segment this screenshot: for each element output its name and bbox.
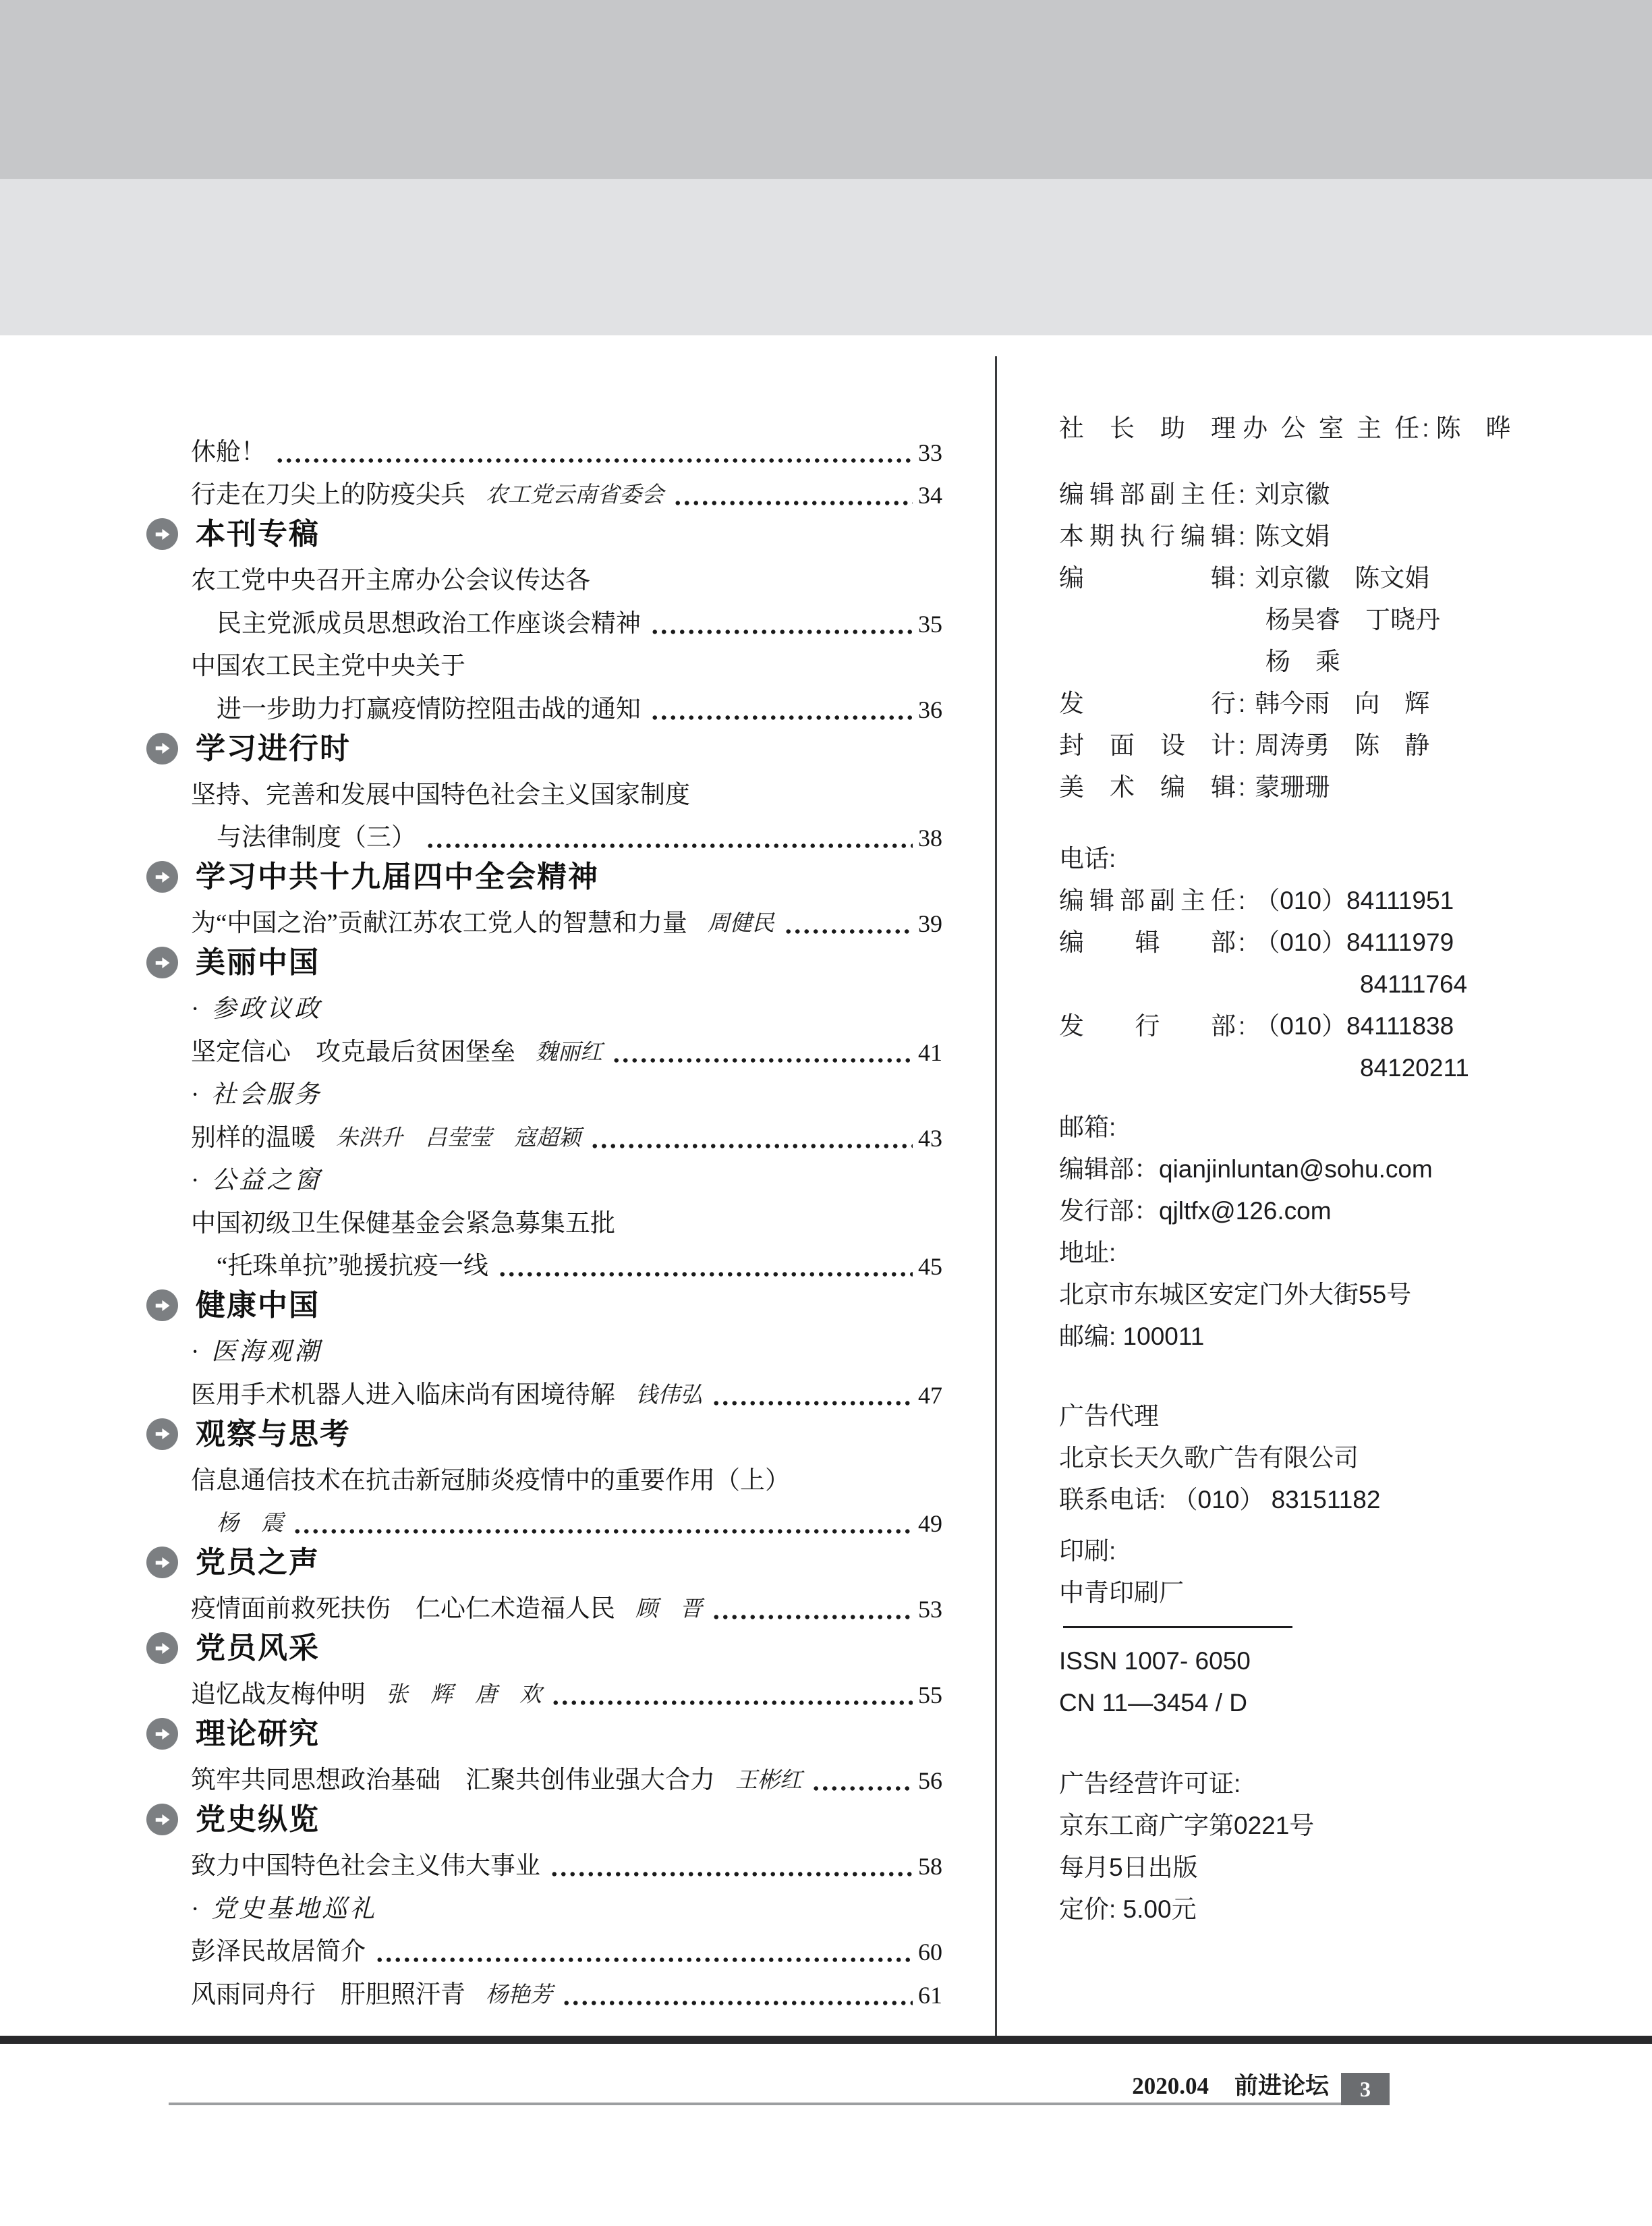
entry-title: 信息通信技术在抗击新冠肺炎疫情中的重要作用（上） [191, 1466, 790, 1495]
masthead-divider-line [1063, 1626, 1292, 1628]
masthead-block [1059, 838, 1582, 1089]
entry-title: 进一步助力打赢疫情防控阻击战的通知 [217, 695, 641, 723]
entry-page-number: 38 [918, 825, 942, 852]
masthead-value: （010）84111838 [1255, 1012, 1454, 1040]
arrow-right-icon [146, 1632, 178, 1664]
masthead-row [1059, 474, 1582, 516]
entry-author: 顾 晋 [635, 1597, 702, 1621]
masthead-row [1059, 557, 1582, 599]
toc-section [146, 513, 942, 556]
section-title: 党员之声 [196, 1546, 320, 1580]
entry-page-number: 39 [918, 910, 942, 937]
masthead-value: 韩今雨 向 辉 [1255, 690, 1430, 717]
masthead-heading: 广告代理 [1059, 1402, 1159, 1430]
toc-section [146, 1798, 942, 1841]
section-title: 学习进行时 [196, 731, 351, 765]
arrow-right-icon [146, 1289, 178, 1321]
masthead-row [1059, 1148, 1582, 1190]
entry-page-number: 60 [918, 1939, 942, 1966]
leader-dots [612, 1058, 913, 1063]
masthead-text: 联系电话: （010） 83151182 [1059, 1486, 1381, 1513]
toc-entry [146, 1841, 942, 1885]
masthead-text: CN 11—3454 / D [1059, 1689, 1247, 1717]
leader-dots [673, 501, 913, 505]
masthead-row [1059, 725, 1582, 767]
masthead-colon: : [1238, 773, 1246, 801]
entry-page-number: 43 [918, 1124, 942, 1152]
subsection-title: 社会服务 [211, 1081, 322, 1109]
masthead-colon: : [1238, 480, 1246, 508]
masthead-heading: 邮箱: [1059, 1113, 1116, 1141]
toc-entry [146, 599, 942, 642]
entry-author: 钱伟弘 [635, 1383, 702, 1408]
masthead-blocks [1059, 474, 1582, 1930]
entry-title: 民主党派成员思想政治工作座谈会精神 [217, 609, 641, 638]
arrow-right-icon [146, 1418, 178, 1450]
leader-dots [375, 1957, 913, 1962]
masthead-row [1059, 683, 1582, 725]
leader-dots [275, 458, 913, 463]
masthead-block [1059, 1107, 1582, 1358]
toc-section [146, 941, 942, 984]
masthead-block [1059, 1395, 1582, 1521]
toc-entry [146, 1370, 942, 1413]
entry-title: 坚持、完善和发展中国特色社会主义国家制度 [191, 781, 690, 809]
bullet-icon: · [191, 1167, 200, 1194]
entry-author: 王彬红 [735, 1769, 802, 1793]
top-banner-light-band [0, 179, 1652, 335]
leader-dots [811, 1786, 913, 1791]
entry-page-number: 47 [918, 1381, 942, 1409]
masthead-row [1059, 1316, 1582, 1358]
section-title: 学习中共十九届四中全会精神 [196, 860, 599, 894]
section-title: 党员风采 [196, 1632, 320, 1665]
masthead-row [1059, 1479, 1582, 1521]
masthead-text: 编辑部：qianjinluntan@sohu.com [1059, 1155, 1433, 1183]
bullet-icon: · [191, 1895, 200, 1923]
masthead-text: 邮编: 100011 [1059, 1323, 1205, 1350]
footer [169, 2073, 1390, 2105]
masthead-label: 编辑部 [1059, 928, 1236, 956]
toc-subsection [146, 1327, 942, 1370]
toc-entry [146, 1499, 942, 1542]
director-labels [1059, 408, 1419, 449]
masthead-value: 刘京徽 [1255, 480, 1330, 508]
masthead-colon: : [1238, 1012, 1246, 1040]
masthead-value: 杨 乘 [1265, 648, 1340, 675]
leader-dots [650, 630, 913, 634]
entry-title: 为“中国之治”贡献江苏农工党人的智慧和力量 [191, 910, 687, 937]
masthead-row [1059, 1232, 1582, 1274]
leader-dots [293, 1529, 913, 1534]
masthead-text: 定价: 5.00元 [1059, 1895, 1197, 1923]
masthead-value: 杨昊睿 丁晓丹 [1265, 606, 1440, 634]
masthead-row [1059, 641, 1582, 683]
masthead-row [1059, 880, 1582, 922]
masthead-row [1059, 1437, 1582, 1479]
toc-section [146, 1541, 942, 1584]
masthead-row [1059, 1005, 1582, 1047]
entry-page-number: 55 [918, 1681, 942, 1708]
masthead-text: 中青印刷厂 [1059, 1579, 1184, 1607]
entry-title: 追忆战友梅仲明 [191, 1681, 366, 1708]
toc-section [146, 1284, 942, 1327]
masthead-colon: : [1238, 887, 1246, 914]
entry-page-number: 41 [918, 1038, 942, 1066]
masthead-director-row [1059, 408, 1582, 449]
leader-dots [650, 715, 913, 720]
masthead-text: 京东工商广字第0221号 [1059, 1812, 1315, 1839]
masthead-heading: 地址: [1059, 1239, 1116, 1267]
masthead-value: 蒙珊珊 [1255, 773, 1330, 801]
section-title: 理论研究 [196, 1717, 320, 1751]
toc-entry [146, 1970, 942, 2013]
section-title: 本刊专稿 [196, 518, 320, 551]
entry-page-number: 53 [918, 1596, 942, 1623]
masthead-row [1059, 1640, 1582, 1682]
section-title: 健康中国 [196, 1289, 320, 1323]
entry-page-number: 58 [918, 1853, 942, 1880]
subsection-title: 公益之窗 [211, 1167, 322, 1194]
entry-page-number: 49 [918, 1510, 942, 1537]
masthead-label: 封面设计 [1059, 731, 1236, 759]
entry-author: 朱洪升 吕莹莹 寇超颖 [336, 1125, 581, 1150]
section-title: 观察与思考 [196, 1417, 351, 1451]
entry-page-number: 61 [918, 1981, 942, 2009]
toc-entry [146, 1027, 942, 1070]
top-banner-dark-band [0, 0, 1652, 179]
masthead-colon: : [1238, 522, 1246, 550]
entry-page-number: 34 [918, 482, 942, 509]
arrow-right-icon [146, 1547, 178, 1578]
entry-page-number: 36 [918, 696, 942, 723]
toc-entry-line [146, 556, 942, 599]
entry-page-number: 35 [918, 610, 942, 638]
toc-entry [146, 813, 942, 856]
leader-dots [426, 843, 913, 848]
masthead-row [1059, 1763, 1582, 1805]
director-name: 陈 晔 [1435, 414, 1511, 442]
entry-author: 杨 震 [217, 1511, 283, 1536]
director-label-line2: 办公室主任 [1243, 414, 1420, 442]
toc-section [146, 1413, 942, 1456]
masthead-colon: : [1238, 564, 1246, 592]
entry-author: 周健民 [707, 912, 774, 936]
arrow-right-icon [146, 733, 178, 764]
toc-section [146, 727, 942, 771]
masthead-row [1059, 599, 1582, 641]
masthead-heading: 电话: [1059, 845, 1116, 872]
toc-entry [146, 899, 942, 942]
entry-title: 中国农工民主党中央关于 [191, 652, 465, 680]
toc-subsection [146, 1884, 942, 1927]
leader-dots [551, 1700, 913, 1705]
masthead-value: 84111764 [1360, 970, 1468, 998]
arrow-right-icon [146, 861, 178, 893]
toc-column [146, 427, 942, 2013]
section-title: 党史纵览 [196, 1803, 320, 1837]
toc-subsection [146, 1070, 942, 1113]
toc-entry [146, 1584, 942, 1627]
toc-entry [146, 427, 942, 470]
masthead-block [1059, 1530, 1582, 1724]
leader-dots [712, 1401, 913, 1406]
masthead-colon: : [1238, 731, 1246, 759]
masthead-colon: : [1238, 690, 1246, 717]
masthead-label: 编辑 [1059, 564, 1236, 592]
section-title: 美丽中国 [196, 946, 320, 980]
masthead-row [1059, 1572, 1582, 1614]
footer-bar [0, 2036, 1652, 2044]
masthead-row [1059, 838, 1582, 880]
masthead-row [1059, 516, 1582, 557]
masthead-row [1059, 1274, 1582, 1316]
entry-title: “托珠单抗”驰援抗疫一线 [217, 1252, 488, 1280]
masthead-row [1059, 1190, 1582, 1232]
masthead-label: 发行部 [1059, 1012, 1236, 1040]
toc-section [146, 856, 942, 899]
entry-title: 风雨同舟行 肝胆照汗青 [191, 1980, 465, 2009]
masthead-label: 本期执行编辑 [1059, 522, 1236, 550]
leader-dots [550, 1872, 913, 1876]
entry-title: 行走在刀尖上的防疫尖兵 [191, 481, 465, 509]
director-label-line1: 社长助理 [1059, 414, 1236, 442]
masthead-text: 发行部：qjltfx@126.com [1059, 1197, 1332, 1225]
entry-title: 休舱！ [191, 438, 266, 466]
masthead-colon: : [1238, 928, 1246, 956]
toc-entry-line [146, 1455, 942, 1499]
masthead-label: 美术编辑 [1059, 773, 1236, 801]
toc-subsection [146, 984, 942, 1028]
footer-issue: 2020.04 [1132, 2073, 1209, 2099]
arrow-right-icon [146, 518, 178, 550]
entry-page-number: 56 [918, 1767, 942, 1794]
page-number-box [1341, 2073, 1390, 2105]
toc-entry [146, 470, 942, 513]
masthead-row [1059, 922, 1582, 964]
entry-title: 医用手术机器人进入临床尚有困境待解 [191, 1381, 615, 1409]
masthead-column [1059, 408, 1582, 1930]
footer-text [1132, 2067, 1329, 2101]
director-colon: : [1422, 414, 1429, 442]
toc-entry [146, 1756, 942, 1799]
masthead-text: 北京长天久歌广告有限公司 [1059, 1444, 1359, 1472]
masthead-row [1059, 1530, 1582, 1572]
entry-author: 农工党云南省委会 [486, 483, 664, 507]
arrow-right-icon [146, 947, 178, 978]
toc-entry [146, 1113, 942, 1156]
subsection-title: 医海观潮 [211, 1338, 322, 1366]
toc-entry [146, 1242, 942, 1285]
leader-dots [712, 1615, 913, 1619]
toc-entry [146, 684, 942, 727]
masthead-row [1059, 964, 1582, 1005]
masthead-row [1059, 767, 1582, 808]
masthead-block [1059, 474, 1582, 808]
masthead-row [1059, 1682, 1582, 1724]
entry-author: 张 辉 唐 欢 [386, 1683, 542, 1707]
masthead-block [1059, 1763, 1582, 1930]
masthead-value: 周涛勇 陈 静 [1255, 731, 1430, 759]
entry-title: 农工党中央召开主席办公会议传达各 [191, 567, 590, 594]
masthead-heading: 印刷: [1059, 1537, 1116, 1565]
bullet-icon: · [191, 1338, 200, 1366]
masthead-value: 84120211 [1360, 1054, 1469, 1082]
masthead-label: 编辑部副主任 [1059, 480, 1236, 508]
footer-rule [169, 2103, 1390, 2105]
column-divider [995, 356, 997, 2036]
toc-entry-line [146, 770, 942, 813]
entry-title: 与法律制度（三） [217, 824, 416, 852]
masthead-text: ISSN 1007- 6050 [1059, 1647, 1251, 1675]
masthead-row [1059, 1805, 1582, 1847]
entry-title: 坚定信心 攻克最后贫困堡垒 [191, 1038, 515, 1066]
leader-dots [590, 1144, 913, 1148]
subsection-title: 党史基地巡礼 [211, 1895, 378, 1923]
leader-dots [562, 2001, 913, 2005]
masthead-label: 发行 [1059, 690, 1236, 717]
toc-entry-line [146, 642, 942, 685]
masthead-value: （010）84111979 [1255, 928, 1454, 956]
arrow-right-icon [146, 1718, 178, 1750]
masthead-value: （010）84111951 [1255, 887, 1454, 914]
toc-entry [146, 1927, 942, 1970]
masthead-row [1059, 1395, 1582, 1437]
subsection-title: 参政议政 [211, 995, 322, 1023]
entry-author: 杨艳芳 [486, 1982, 552, 2007]
masthead-text: 每月5日出版 [1059, 1854, 1198, 1881]
masthead-value: 陈文娟 [1255, 522, 1330, 550]
toc-section [146, 1627, 942, 1670]
entry-title: 别样的温暖 [191, 1123, 316, 1152]
toc-list [146, 427, 942, 2013]
entry-page-number: 45 [918, 1253, 942, 1280]
leader-dots [498, 1272, 913, 1277]
masthead-label: 编辑部副主任 [1059, 887, 1236, 914]
masthead-text: 广告经营许可证: [1059, 1770, 1241, 1798]
entry-title: 中国初级卫生保健基金会紧急募集五批 [191, 1209, 615, 1237]
entry-title: 筑牢共同思想政治基础 汇聚共创伟业强大合力 [191, 1766, 715, 1794]
masthead-text: 北京市东城区安定门外大街55号 [1059, 1281, 1412, 1308]
entry-title: 致力中国特色社会主义伟大事业 [191, 1852, 540, 1880]
masthead-row [1059, 1889, 1582, 1930]
page-number: 3 [1360, 2076, 1371, 2101]
toc-subsection [146, 1156, 942, 1199]
toc-entry-line [146, 1198, 942, 1242]
bullet-icon: · [191, 995, 200, 1023]
entry-title: 疫情面前救死扶伤 仁心仁术造福人民 [191, 1595, 615, 1623]
masthead-row [1059, 1047, 1582, 1089]
entry-title: 彭泽民故居简介 [191, 1938, 366, 1966]
toc-entry [146, 1670, 942, 1713]
toc-section [146, 1713, 942, 1756]
masthead-row [1059, 1847, 1582, 1889]
masthead-value: 刘京徽 陈文娟 [1255, 564, 1430, 592]
entry-author: 魏丽红 [536, 1040, 602, 1065]
masthead-row [1059, 1107, 1582, 1148]
entry-page-number: 33 [918, 439, 942, 466]
arrow-right-icon [146, 1804, 178, 1835]
bullet-icon: · [191, 1081, 200, 1109]
footer-magazine-title: 前进论坛 [1234, 2073, 1329, 2099]
leader-dots [784, 929, 913, 934]
